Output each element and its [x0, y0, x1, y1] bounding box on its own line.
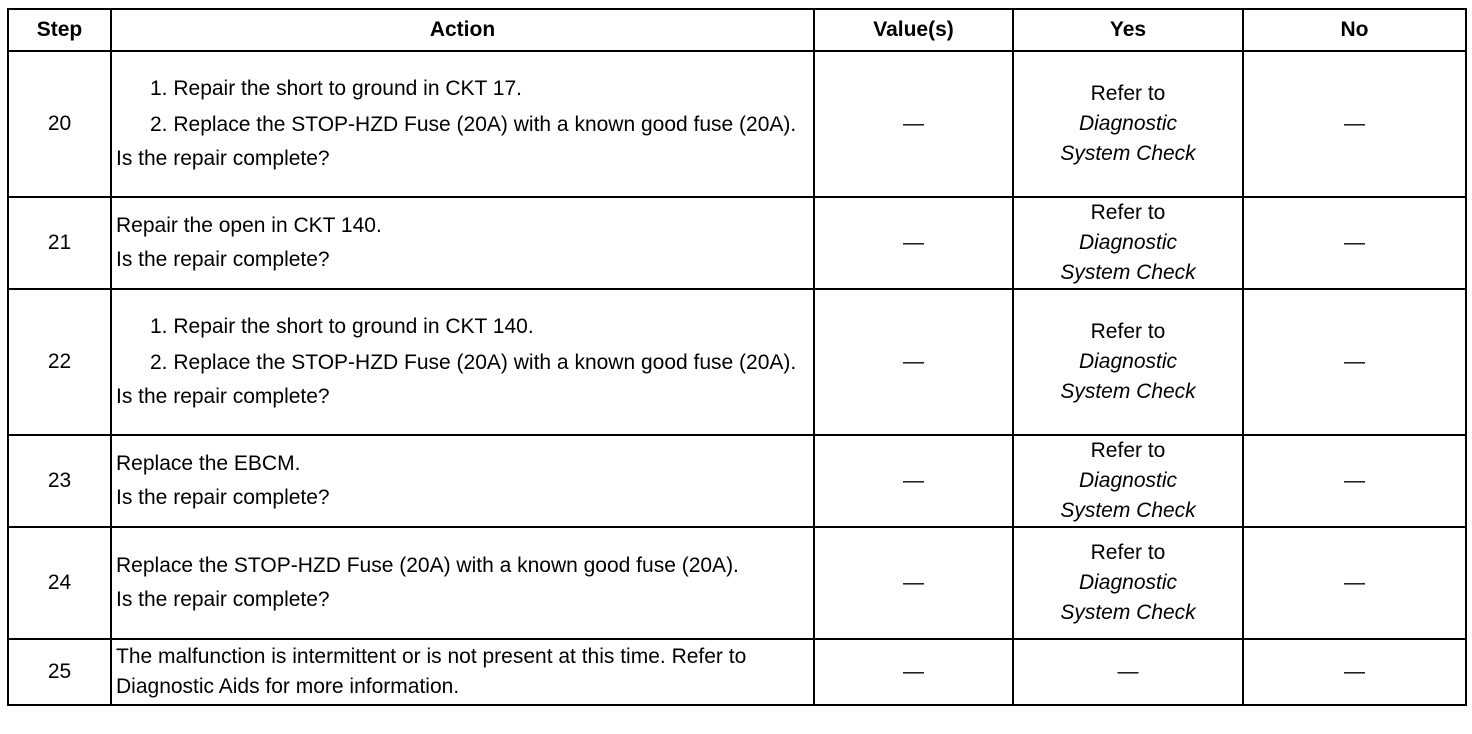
header-step: Step [8, 9, 111, 51]
yes-link-diagnostic: Diagnostic [1078, 469, 1178, 492]
action-item: 1. Repair the short to ground in CKT 17. [150, 77, 522, 100]
yes-link-system-check: System Check [1060, 380, 1196, 403]
yes-cell [1013, 197, 1243, 289]
action-item: 1. Repair the short to ground in CKT 140. [150, 315, 534, 338]
table-row [8, 435, 1466, 527]
values-cell: — [814, 527, 1013, 639]
action-cell [111, 639, 814, 705]
yes-cell [1013, 527, 1243, 639]
yes-cell: — [1013, 639, 1243, 705]
no-cell: — [1243, 435, 1466, 527]
action-text: Replace the STOP-HZD Fuse (20A) with a known good fuse (20A). [116, 554, 739, 577]
yes-link-system-check: System Check [1060, 499, 1196, 522]
table-row [8, 639, 1466, 705]
action-question: Is the repair complete? [116, 248, 330, 271]
yes-refer: Refer to [1090, 439, 1166, 462]
yes-link-system-check: System Check [1060, 601, 1196, 624]
table-row [8, 527, 1466, 639]
action-question: Is the repair complete? [116, 588, 330, 611]
yes-refer: Refer to [1090, 320, 1166, 343]
table-row [8, 51, 1466, 197]
action-cell [111, 435, 814, 527]
action-text: Replace the EBCM. [116, 452, 301, 475]
action-cell [111, 51, 814, 197]
values-cell: — [814, 197, 1013, 289]
yes-link-diagnostic: Diagnostic [1078, 231, 1178, 254]
action-question: Is the repair complete? [116, 385, 330, 408]
yes-refer: Refer to [1090, 541, 1166, 564]
table-row [8, 289, 1466, 435]
values-cell: — [814, 639, 1013, 705]
no-cell: — [1243, 289, 1466, 435]
values-cell: — [814, 289, 1013, 435]
yes-cell [1013, 435, 1243, 527]
yes-link-diagnostic: Diagnostic [1078, 571, 1178, 594]
action-text: The malfunction is intermittent or is not present at this time. Refer to Diagnostic Aids for more information. [116, 645, 747, 698]
yes-refer: Refer to [1090, 82, 1166, 105]
no-cell: — [1243, 639, 1466, 705]
step-number: 20 [8, 51, 111, 197]
yes-cell [1013, 51, 1243, 197]
header-row [8, 9, 1466, 51]
yes-link-diagnostic: Diagnostic [1078, 350, 1178, 373]
step-number: 24 [8, 527, 111, 639]
action-item: 2. Replace the STOP-HZD Fuse (20A) with a known good fuse (20A). [150, 351, 797, 374]
header-values: Value(s) [814, 9, 1013, 51]
action-cell [111, 527, 814, 639]
header-action: Action [111, 9, 814, 51]
diagnostic-table [7, 8, 1467, 706]
no-cell: — [1243, 51, 1466, 197]
step-number: 23 [8, 435, 111, 527]
yes-link-system-check: System Check [1060, 261, 1196, 284]
action-item: 2. Replace the STOP-HZD Fuse (20A) with a known good fuse (20A). [150, 113, 797, 136]
yes-refer: Refer to [1090, 201, 1166, 224]
action-cell [111, 289, 814, 435]
yes-cell [1013, 289, 1243, 435]
no-cell: — [1243, 197, 1466, 289]
action-text: Repair the open in CKT 140. [116, 214, 382, 237]
action-cell [111, 197, 814, 289]
action-question: Is the repair complete? [116, 486, 330, 509]
step-number: 21 [8, 197, 111, 289]
table-row [8, 197, 1466, 289]
values-cell: — [814, 435, 1013, 527]
step-number: 25 [8, 639, 111, 705]
no-cell: — [1243, 527, 1466, 639]
action-question: Is the repair complete? [116, 147, 330, 170]
header-no: No [1243, 9, 1466, 51]
yes-link-diagnostic: Diagnostic [1078, 112, 1178, 135]
values-cell: — [814, 51, 1013, 197]
step-number: 22 [8, 289, 111, 435]
yes-link-system-check: System Check [1060, 142, 1196, 165]
header-yes: Yes [1013, 9, 1243, 51]
